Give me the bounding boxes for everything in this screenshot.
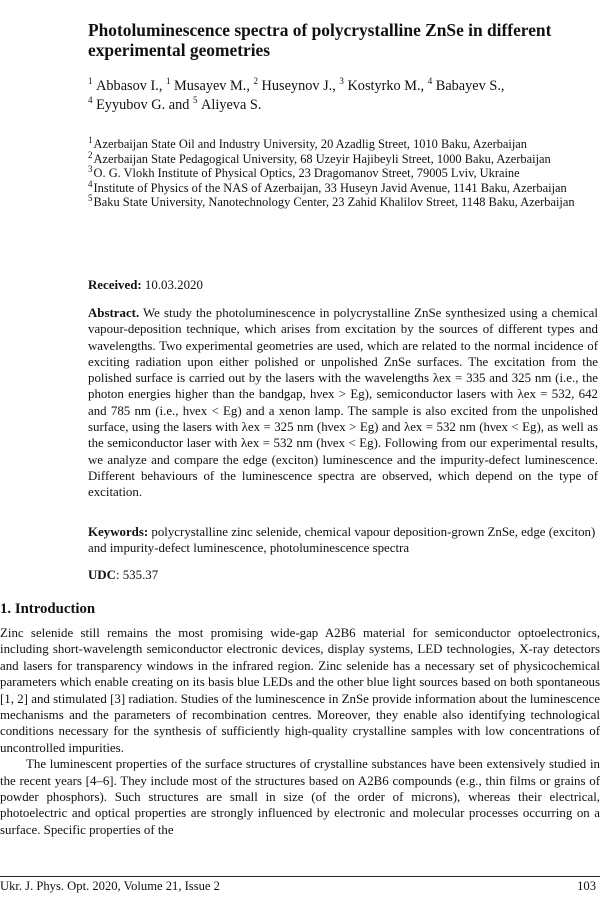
- udc-label: UDC: [88, 568, 116, 582]
- abstract: [88, 305, 598, 501]
- paper-title: Photoluminescence spectra of polycrystalline ZnSe in different experimental geometries: [88, 20, 552, 60]
- keywords: [88, 524, 598, 557]
- author: $^1$ Musayev M.,: [165, 76, 254, 94]
- affiliation-list: [88, 134, 593, 210]
- paragraph: Zinc selenide still remains the most promising wide-gap A2B6 material for semiconductor optoelectronics, including short-wavelength semiconductor electronic devices, display systems, LED technologies, X-ray detectors and lasers for transparency windows in the infrared region. Zinc selenide has a necessary set of physicochemical parameters which enable creating on its basis blue LEDs and the other blue light sources based on both spontaneous [1, 2] and stimulated [3] radiation. Studies of the luminescence in ZnSe provide information about the luminescence mechanisms and the parameters of recombination centres. Moreover, they enable also identifying technological conditions necessary for the synthesis of sufficiently high-quality crystalline samples with low concentrations of uncontrolled impurities.: [0, 626, 600, 755]
- page-number: 103: [577, 879, 596, 893]
- affiliation: $^4$ Institute of Physics of the NAS of Azerbaijan, 33 Huseyn Javid Avenue, 1141 Baku, Azerbaijan: [88, 178, 567, 195]
- keywords-label: Keywords:: [88, 525, 149, 539]
- paragraph: The luminescent properties of the surface structures of crystalline substances have been extensively studied in the recent years [4–6]. They include most of the structures based on A2B6 compounds (e.g., thin films or grains of powder phosphors). Such structures are small in size (of the order of microns), whereas their electrical, photoelectric and optical properties are strongly influenced by electronic and molecular processes occurring on a surface. Specific properties of the: [0, 757, 600, 837]
- author: $^4$ Eyyubov G. and: [88, 95, 193, 113]
- keywords-text: polycrystalline zinc selenide, chemical vapour deposition-grown ZnSe, edge (exciton) and impurity-defect luminescence, photoluminescence spectra: [88, 525, 596, 556]
- author-list: [88, 77, 593, 115]
- journal-citation: Ukr. J. Phys. Opt. 2020, Volume 21, Issue 2: [0, 879, 220, 893]
- abstract-label: Abstract.: [88, 306, 140, 320]
- abstract-text: We study the photoluminescence in polycrystalline ZnSe synthesized using a chemical vapour-deposition technique, which arises from excitation by the sources of different types and wavelengths. Two experimental geometries are used, which are related to the normal incidence of exciting radiation upon either polished or unpolished ZnSe surfaces. The excitation from the polished surface is carried out by the lasers with the wavelengths λex = 335 and 325 nm (i.e., the photon energies higher than the bandgap, hνex > Eg), semiconductor lasers with λex = 532, 642 and 785 nm (i.e., hνex < Eg) and a xenon lamp. The sample is also excited from the unpolished surface, using the lasers with λex = 325 nm (hνex > Eg) and λex = 532 nm (hνex < Eg), as well as the semiconductor laser with λex = 532 nm (hνex < Eg). Following from our experimental results, we analyze and compare the edge (exciton) luminescence and the impurity-defect luminescence. Different behaviours of the luminescence spectra are observed, which depend on the type of excitation.: [88, 306, 598, 500]
- author: $^3$ Kostyrko M.,: [339, 76, 428, 94]
- received-label: Received:: [88, 278, 142, 292]
- author: $^4$ Babayev S.,: [427, 76, 505, 94]
- section-heading: [0, 600, 600, 618]
- received-date: [88, 278, 593, 293]
- udc-value: : 535.37: [115, 568, 159, 582]
- author: $^5$ Aliyeva S.: [192, 95, 262, 113]
- author: $^2$ Huseynov J.,: [253, 76, 340, 94]
- affiliation: $^3$ O. G. Vlokh Institute of Physical Optics, 23 Dragomanov Street, 79005 Lviv, Ukraine: [88, 164, 520, 181]
- section-body: [0, 625, 600, 838]
- section-title: Introduction: [14, 601, 96, 617]
- section-number: 1.: [0, 601, 12, 617]
- affiliation: $^5$ Baku State University, Nanotechnology Center, 23 Zahid Khalilov Street, 1148 Baku, Azerbaijan: [88, 193, 575, 210]
- affiliation: $^1$ Azerbaijan State Oil and Industry University, 20 Azadlig Street, 1010 Baku, Azerbaijan: [88, 134, 527, 151]
- received-value: 10.03.2020: [144, 278, 203, 292]
- affiliation: $^2$ Azerbaijan State Pedagogical University, 68 Uzeyir Hajibeyli Street, 1000 Baku, Azerbaijan: [88, 149, 551, 166]
- footer-divider: [0, 876, 600, 877]
- author: $^1$ Abbasov I.,: [88, 76, 166, 94]
- udc-code: [88, 568, 593, 583]
